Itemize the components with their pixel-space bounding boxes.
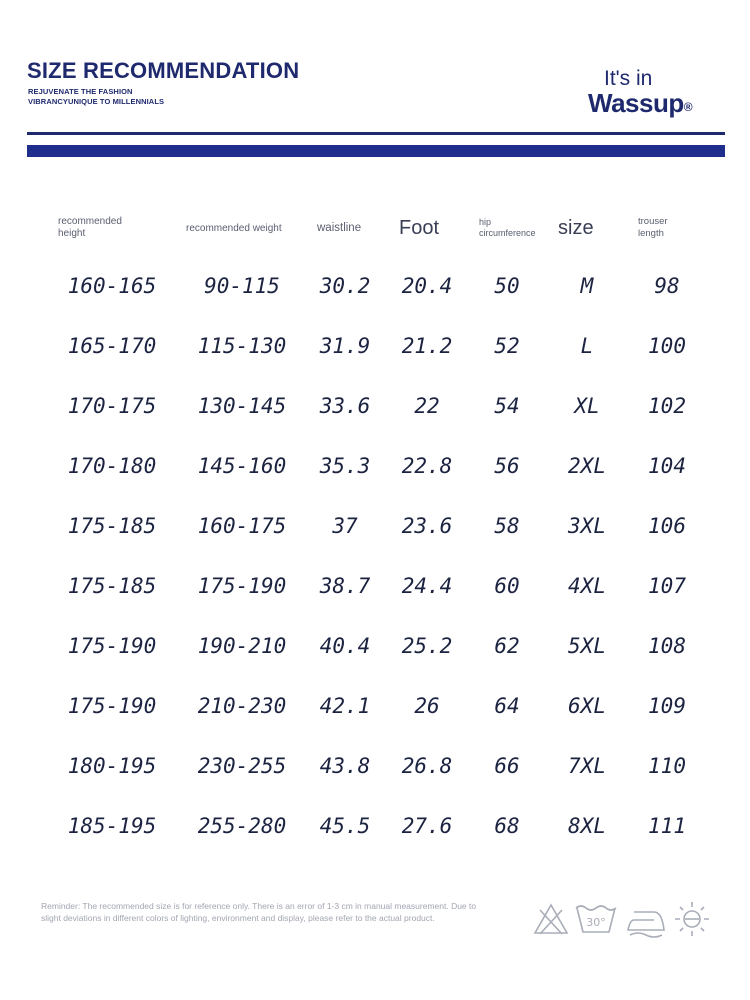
logo-tagline: It's in: [604, 67, 653, 90]
cell-waistline: 30.2: [319, 274, 371, 298]
cell-height: 175-185: [67, 514, 157, 538]
cell-trouser-length: 104: [648, 454, 686, 478]
cell-trouser-length: 111: [648, 814, 686, 838]
cell-trouser-length: 109: [648, 694, 686, 718]
table-row: [27, 496, 725, 556]
cell-foot: 26: [414, 694, 440, 718]
table-row: [27, 256, 725, 316]
cell-waistline: 38.7: [319, 574, 371, 598]
cell-trouser-length: 102: [648, 394, 686, 418]
cell-hip: 68: [494, 814, 520, 838]
cell-weight: 210-230: [197, 694, 287, 718]
cell-trouser-length: 108: [648, 634, 686, 658]
cell-weight: 115-130: [197, 334, 287, 358]
cell-trouser-length: 106: [648, 514, 686, 538]
cell-size: 3XL: [568, 514, 606, 538]
brand-logo: [588, 68, 728, 116]
cell-size: 4XL: [568, 574, 606, 598]
cell-hip: 64: [494, 694, 520, 718]
cell-weight: 230-255: [197, 754, 287, 778]
no-sun-icon: [672, 900, 712, 938]
cell-foot: 26.8: [401, 754, 453, 778]
cell-hip: 52: [494, 334, 520, 358]
cell-trouser-length: 107: [648, 574, 686, 598]
cell-waistline: 35.3: [319, 454, 371, 478]
cell-height: 165-170: [67, 334, 157, 358]
header-recommended-weight: recommended weight: [186, 222, 282, 234]
cell-foot: 24.4: [401, 574, 453, 598]
table-row: [27, 316, 725, 376]
table-header: [27, 212, 725, 244]
cell-trouser-length: 110: [648, 754, 686, 778]
cell-size: 8XL: [568, 814, 606, 838]
wash-temp-label: 30°: [586, 916, 606, 929]
cell-height: 170-180: [67, 454, 157, 478]
header-size: size: [558, 216, 594, 239]
table-row: [27, 556, 725, 616]
table-row: [27, 376, 725, 436]
cell-trouser-length: 100: [648, 334, 686, 358]
cell-waistline: 43.8: [319, 754, 371, 778]
cell-height: 175-190: [67, 694, 157, 718]
cell-size: 5XL: [568, 634, 606, 658]
cell-foot: 20.4: [401, 274, 453, 298]
cell-hip: 56: [494, 454, 520, 478]
cell-size: XL: [574, 394, 600, 418]
subtitle-line-2: VIBRANCYUNIQUE TO MILLENNIALS: [28, 97, 165, 106]
cell-height: 180-195: [67, 754, 157, 778]
logo-name: Wassup: [588, 88, 684, 118]
cell-foot: 27.6: [401, 814, 453, 838]
cell-waistline: 31.9: [319, 334, 371, 358]
cell-hip: 66: [494, 754, 520, 778]
subtitle-line-1: REJUVENATE THE FASHION: [28, 87, 133, 96]
header-rule-thin: [27, 132, 725, 135]
table-row: [27, 436, 725, 496]
cell-foot: 22.8: [401, 454, 453, 478]
cell-foot: 21.2: [401, 334, 453, 358]
cell-height: 175-190: [67, 634, 157, 658]
cell-weight: 145-160: [197, 454, 287, 478]
table-row: [27, 736, 725, 796]
cell-foot: 23.6: [401, 514, 453, 538]
iron-icon: [624, 900, 668, 938]
reminder-note: Reminder: The recommended size is for reference only. There is an error of 1-3 cm in manual measurement. Due to slight deviations in different colors of lighting, environment and display, please refer to the actual product.: [41, 901, 477, 923]
cell-waistline: 33.6: [319, 394, 371, 418]
cell-trouser-length: 98: [654, 274, 680, 298]
cell-hip: 60: [494, 574, 520, 598]
cell-waistline: 45.5: [319, 814, 371, 838]
header-recommended-height: recommended height: [58, 216, 122, 239]
no-bleach-icon: [532, 900, 570, 938]
cell-waistline: 42.1: [319, 694, 371, 718]
cell-hip: 62: [494, 634, 520, 658]
cell-height: 185-195: [67, 814, 157, 838]
cell-weight: 130-145: [197, 394, 287, 418]
cell-weight: 90-115: [204, 274, 280, 298]
cell-size: 7XL: [568, 754, 606, 778]
cell-foot: 25.2: [401, 634, 453, 658]
wash-30-icon: [574, 900, 618, 938]
cell-waistline: 40.4: [319, 634, 371, 658]
cell-hip: 50: [494, 274, 520, 298]
cell-weight: 255-280: [197, 814, 287, 838]
cell-hip: 54: [494, 394, 520, 418]
page-title: SIZE RECOMMENDATION: [27, 58, 300, 83]
cell-hip: 58: [494, 514, 520, 538]
logo-wordmark: [588, 90, 728, 116]
table-row: [27, 676, 725, 736]
cell-waistline: 37: [332, 514, 358, 538]
cell-height: 170-175: [67, 394, 157, 418]
header-rule-thick: [27, 145, 725, 157]
header-trouser-length: trouser length: [638, 216, 668, 239]
cell-size: L: [580, 334, 594, 358]
header-hip-circumference: hip circumference: [479, 217, 536, 238]
cell-size: 2XL: [568, 454, 606, 478]
size-table-body: [27, 256, 725, 856]
cell-size: M: [580, 274, 594, 298]
cell-foot: 22: [414, 394, 440, 418]
cell-weight: 190-210: [197, 634, 287, 658]
table-row: [27, 796, 725, 856]
header-foot: Foot: [399, 216, 440, 239]
table-row: [27, 616, 725, 676]
cell-height: 160-165: [67, 274, 157, 298]
header-waistline: waistline: [317, 222, 362, 234]
cell-height: 175-185: [67, 574, 157, 598]
cell-weight: 160-175: [197, 514, 287, 538]
cell-size: 6XL: [568, 694, 606, 718]
cell-weight: 175-190: [197, 574, 287, 598]
registered-mark: ®: [683, 100, 693, 114]
